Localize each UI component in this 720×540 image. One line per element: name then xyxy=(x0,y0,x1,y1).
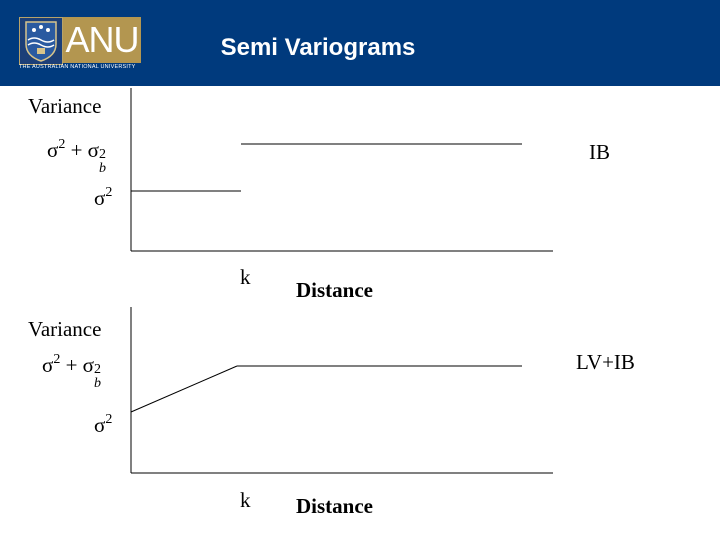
plus-sign: + xyxy=(60,353,83,377)
exponent: 2 xyxy=(105,185,113,200)
plot2-x-tick: k xyxy=(240,488,251,512)
subscript: b xyxy=(94,376,101,391)
plot1-sill-value xyxy=(47,137,106,176)
exponent: 2 xyxy=(105,412,113,427)
plot2-y-label: Variance xyxy=(28,317,102,341)
sigma-symbol: σ xyxy=(87,138,99,162)
plus-sign: + xyxy=(65,138,88,162)
plot2-x-label: Distance xyxy=(296,494,373,518)
sigma-symbol: σ xyxy=(82,353,94,377)
logo-wordmark: ANU xyxy=(63,17,141,63)
plot2-linear-segment xyxy=(131,366,237,412)
sigma-symbol: σ xyxy=(42,353,54,377)
subscript: b xyxy=(99,161,106,176)
exponent: 2 xyxy=(94,362,101,377)
exponent: 2 xyxy=(99,147,106,162)
page-title: Semi Variograms xyxy=(220,34,416,61)
exponent: 2 xyxy=(58,137,66,152)
logo-subtitle: THE AUSTRALIAN NATIONAL UNIVERSITY xyxy=(19,64,136,70)
plot1-x-tick: k xyxy=(240,265,251,289)
plot2-sill-value xyxy=(42,352,101,391)
plot1-model-label: IB xyxy=(589,140,610,164)
sigma-symbol: σ xyxy=(94,186,106,210)
plot1-x-label: Distance xyxy=(296,278,373,302)
plot2-model-label: LV+IB xyxy=(576,350,635,374)
plot1-nugget-value xyxy=(94,185,112,211)
sigma-symbol: σ xyxy=(47,138,59,162)
plot1-y-label: Variance xyxy=(28,94,102,118)
exponent: 2 xyxy=(53,352,61,367)
plot2-nugget-value xyxy=(94,412,112,438)
sigma-symbol: σ xyxy=(94,413,106,437)
